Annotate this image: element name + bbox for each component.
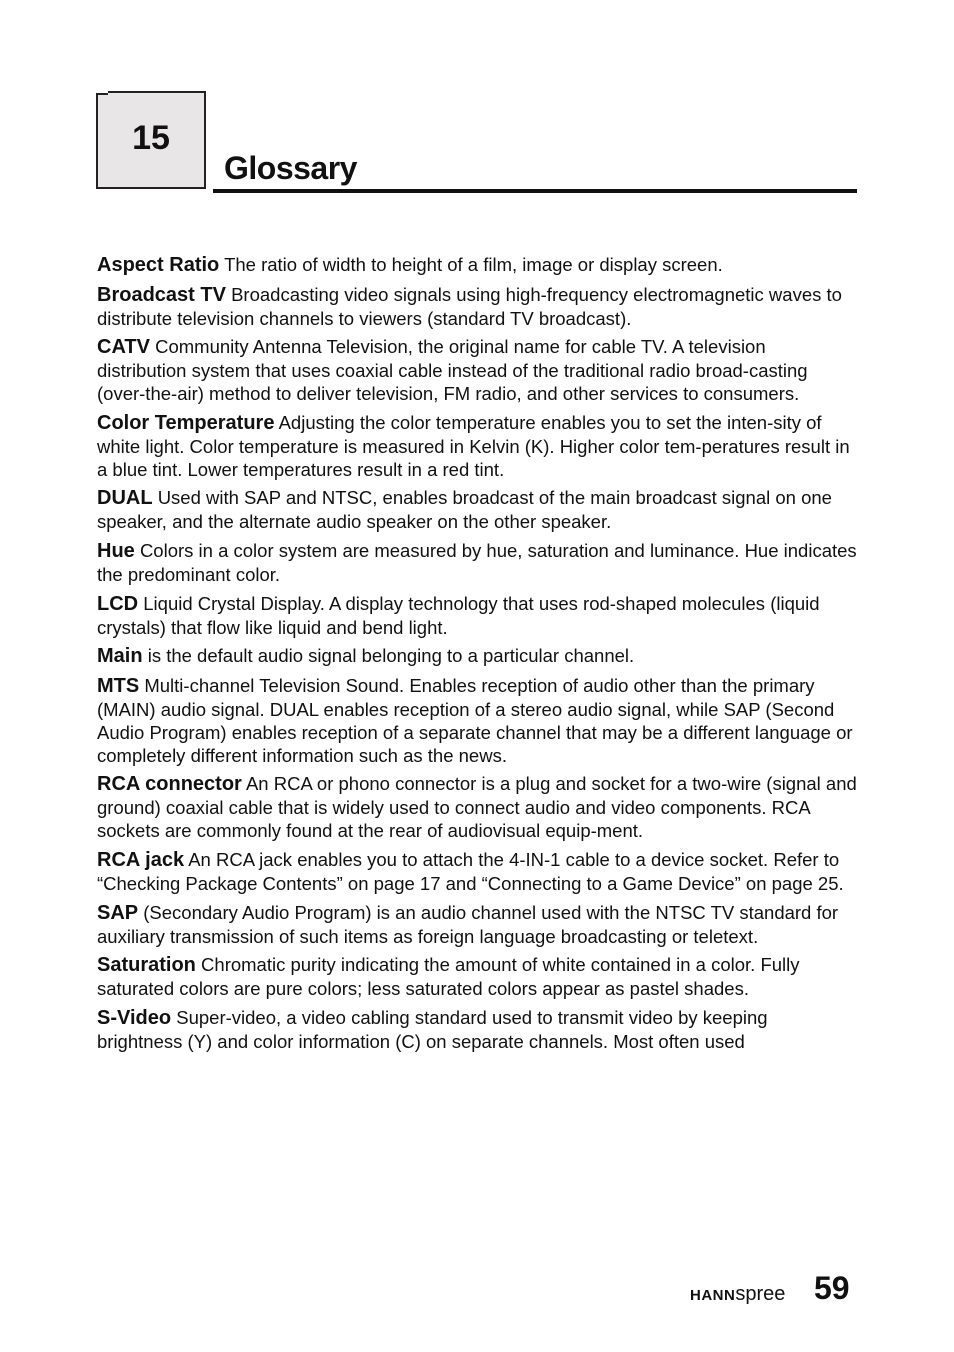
glossary-definition: Broadcasting video signals using high-frequency electromagnetic waves to distribute television channels to viewers (standard TV broadcast). <box>97 283 842 329</box>
chapter-number: 15 <box>132 119 170 157</box>
glossary-term: Color Temperature <box>97 411 275 434</box>
glossary-term: RCA jack <box>97 848 185 871</box>
glossary-entry <box>97 848 857 895</box>
page-title: Glossary <box>224 150 357 186</box>
glossary-term: S-Video <box>97 1006 172 1029</box>
brand-logo <box>690 1283 785 1306</box>
glossary-definition: Multi-channel Television Sound. Enables reception of audio other than the primary (MAIN) audio signal. DUAL enables reception of a stereo audio signal, while SAP (Second Audio Program) enables reception of a separate channel that may be a different language or completely different information such as the news. <box>97 674 853 766</box>
glossary-term: LCD <box>97 592 139 615</box>
glossary-definition: Liquid Crystal Display. A display technology that uses rod-shaped molecules (liquid crystals) that flow like liquid and bend light. <box>97 592 820 638</box>
glossary-entry <box>97 674 857 767</box>
glossary-entry <box>97 486 857 533</box>
glossary-definition: Adjusting the color temperature enables you to set the inten-sity of white light. Color temperature is measured in Kelvin (K). Higher color tem-peratures result in a blue tint. Lower temperatures result in a red tint. <box>97 411 850 480</box>
glossary-term: RCA connector <box>97 773 242 796</box>
glossary-definition: (Secondary Audio Program) is an audio channel used with the NTSC TV standard for auxiliary transmission of such items as foreign language broadcasting or teletext. <box>97 901 839 947</box>
glossary-entry <box>97 772 857 842</box>
glossary-term: Main <box>97 645 143 668</box>
glossary-term: Saturation <box>97 954 196 977</box>
glossary-term: Hue <box>97 539 135 562</box>
brand-logo-light: spree <box>735 1283 786 1305</box>
glossary-entry <box>97 335 857 405</box>
glossary-definition: is the default audio signal belonging to a particular channel. <box>147 645 635 667</box>
glossary-term: MTS <box>97 674 140 697</box>
glossary-definition: Community Antenna Television, the original name for cable TV. A television distribution system that uses coaxial cable instead of the traditional radio broad-casting (over-the-air) method to deliver television, FM radio, and other services to consumers. <box>97 336 808 405</box>
glossary-entry <box>97 901 857 948</box>
glossary-definition: Used with SAP and NTSC, enables broadcast of the main broadcast signal on one speaker, and the alternate audio speaker on the other speaker. <box>97 487 832 533</box>
glossary-definition: Chromatic purity indicating the amount of white contained in a color. Fully saturated colors are pure colors; less saturated colors appear as pastel shades. <box>97 954 800 1000</box>
glossary-entry <box>97 539 857 586</box>
glossary-term: Broadcast TV <box>97 283 226 306</box>
glossary-entry <box>97 953 857 1000</box>
glossary-entry <box>97 1006 857 1053</box>
glossary-entry <box>97 283 857 330</box>
glossary-definition: Super-video, a video cabling standard used to transmit video by keeping brightness (Y) and color information (C) on separate channels. Most often used <box>97 1006 768 1052</box>
glossary-entry <box>97 644 857 668</box>
glossary-definition: An RCA or phono connector is a plug and socket for a two-wire (signal and ground) coaxial cable that is widely used to connect audio and video components. RCA sockets are commonly found at the rear of audiovisual equip-ment. <box>97 773 857 842</box>
glossary-term: CATV <box>97 336 150 359</box>
glossary-entry <box>97 592 857 639</box>
brand-logo-bold: HANN <box>690 1287 736 1304</box>
glossary-definition: Colors in a color system are measured by hue, saturation and luminance. Hue indicates the predominant color. <box>97 539 857 585</box>
glossary-term: DUAL <box>97 487 153 510</box>
glossary-term: Aspect Ratio <box>97 254 220 276</box>
glossary-entry <box>97 253 857 277</box>
glossary-definition: An RCA jack enables you to attach the 4-IN-1 cable to a device socket. Refer to “Checking Package Contents” on page 17 and “Connecting to a Game Device” on page 25. <box>97 848 844 894</box>
glossary-definition: The ratio of width to height of a film, image or display screen. <box>224 254 723 275</box>
title-underline <box>213 189 857 193</box>
glossary-term: SAP <box>97 901 139 924</box>
glossary-entry <box>97 411 857 481</box>
chapter-number-box <box>98 93 206 189</box>
page-number: 59 <box>814 1270 850 1306</box>
glossary-list <box>97 253 857 1058</box>
